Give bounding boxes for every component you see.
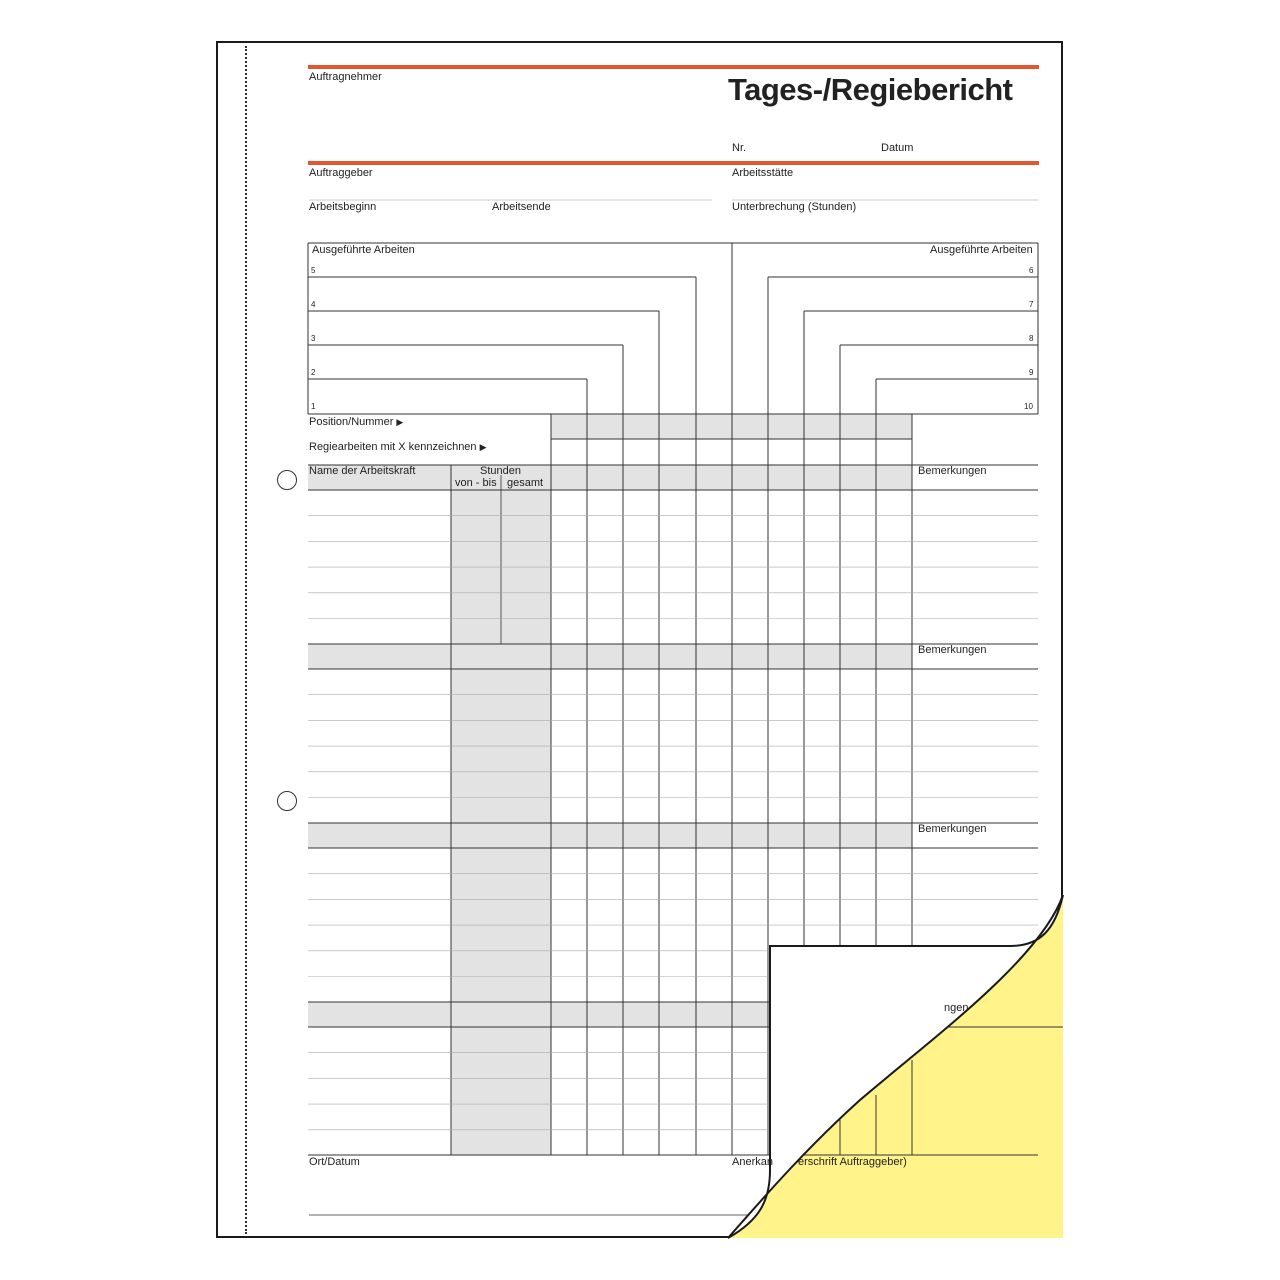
works-number: 9 <box>1029 368 1034 377</box>
start-label: Arbeitsbeginn <box>309 201 377 213</box>
works-number: 8 <box>1029 334 1034 343</box>
client-label: Auftraggeber <box>309 167 373 179</box>
works-number: 4 <box>311 300 316 309</box>
regie-label: Regiearbeiten mit X kennzeichnen ▶ <box>309 441 487 453</box>
works-number: 6 <box>1029 266 1034 275</box>
arrow-right-icon: ▶ <box>479 442 487 452</box>
works-number: 5 <box>311 266 316 275</box>
date-label: Datum <box>881 142 914 154</box>
name-header: Name der Arbeitskraft <box>309 465 416 477</box>
end-label: Arbeitsende <box>492 201 551 213</box>
place-date-label: Ort/Datum <box>309 1156 360 1168</box>
acknowledgement-label-left: Anerkan <box>732 1156 773 1168</box>
total-header: gesamt <box>507 477 544 489</box>
remarks-label-partial: ngen <box>944 1002 969 1014</box>
works-number: 7 <box>1029 300 1034 309</box>
works-number: 10 <box>1024 402 1033 411</box>
works-label-left: Ausgeführte Arbeiten <box>312 244 415 256</box>
remarks-label: Bemerkungen <box>918 644 987 656</box>
acknowledgement-label-right: erschrift Auftraggeber) <box>798 1156 907 1168</box>
interruption-label: Unterbrechung (Stunden) <box>732 201 857 213</box>
works-number: 1 <box>311 402 316 411</box>
arrow-right-icon: ▶ <box>396 417 404 427</box>
remarks-label: Bemerkungen <box>918 823 987 835</box>
number-label: Nr. <box>732 142 747 154</box>
works-number: 3 <box>311 334 316 343</box>
position-label: Position/Nummer ▶ <box>309 416 404 428</box>
works-label-right: Ausgeführte Arbeiten <box>930 244 1033 256</box>
remarks-label: Bemerkungen <box>918 465 987 477</box>
site-label: Arbeitsstätte <box>732 167 794 179</box>
hours-header: Stunden <box>480 465 521 477</box>
form-title: Tages-/Regiebericht <box>728 72 1013 107</box>
contractor-label: Auftragnehmer <box>309 71 382 83</box>
works-number: 2 <box>311 368 316 377</box>
from-to-header: von - bis <box>455 477 497 489</box>
